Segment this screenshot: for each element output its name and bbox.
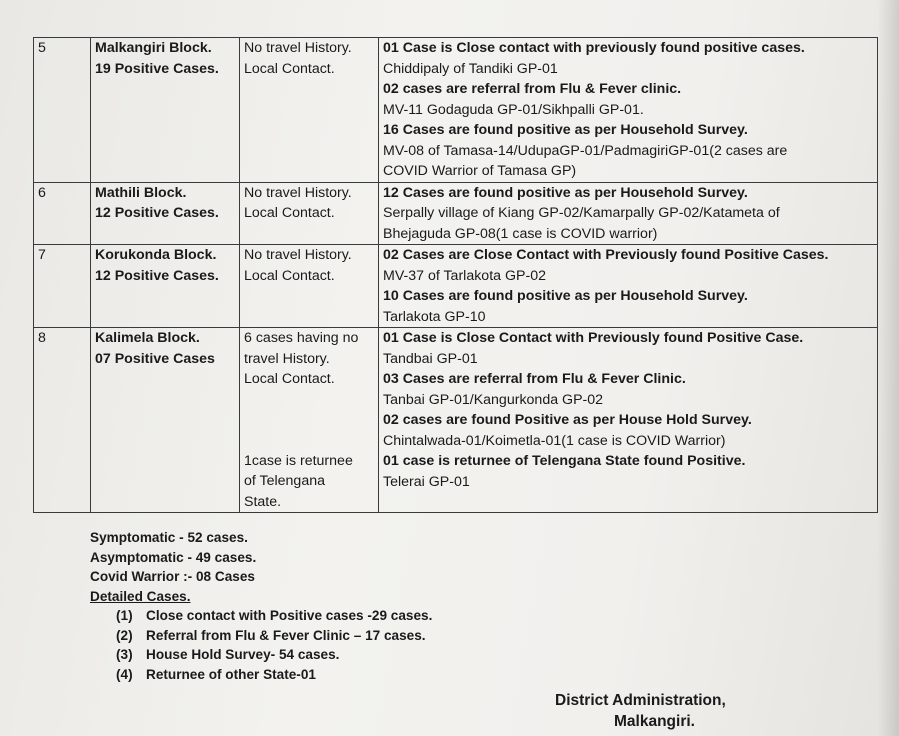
case-summary-line: 16 Cases are found positive as per Household Survey. (383, 122, 748, 138)
case-location-line: Tarlakota GP-10 (383, 308, 486, 325)
case-details-cell (379, 182, 878, 245)
travel-line: No travel History. (244, 184, 352, 201)
case-summary-line: 02 Cases are Close Contact with Previously found Positive Cases. (383, 247, 829, 263)
case-location-line: MV-08 of Tamasa-14/UdupaGP-01/PadmagiriGP-01(2 cases are (383, 142, 788, 159)
detailed-item-text: Close contact with Positive cases -29 cases. (146, 608, 433, 623)
block-line: 12 Positive Cases. (95, 205, 219, 221)
block-cell (91, 38, 240, 183)
block-cell (91, 328, 240, 513)
case-location-line: Tanbai GP-01/Kangurkonda GP-02 (383, 391, 604, 408)
case-summary-line: 02 cases are found Positive as per House Hold Survey. (383, 412, 752, 428)
covid-warrior-count: Covid Warrior :- 08 Cases (90, 569, 255, 584)
travel-line: 6 cases having no (244, 330, 359, 346)
signature-line-2: Malkangiri. (614, 713, 695, 730)
serial-number-cell: 6 (34, 182, 91, 245)
serial-number-cell: 5 (34, 38, 91, 183)
case-summary-line: 02 cases are referral from Flu & Fever clinic. (383, 81, 682, 97)
asymptomatic-count: Asymptomatic - 49 cases. (90, 549, 257, 565)
case-location-line: Tandbai GP-01 (383, 350, 478, 367)
detailed-item (90, 606, 432, 626)
travel-line: No travel History. (244, 40, 352, 56)
block-line: Malkangiri Block. (95, 40, 212, 56)
serial-number-cell: 8 (34, 328, 91, 513)
case-location-line: MV-37 of Tarlakota GP-02 (383, 267, 546, 284)
signature-line-1: District Administration, (555, 692, 726, 709)
block-line: Kalimela Block. (95, 330, 200, 346)
block-line: Korukonda Block. (95, 247, 217, 263)
table-row (34, 182, 878, 245)
signature-block (555, 690, 726, 732)
travel-line: Local Contact. (244, 267, 335, 284)
table-row (34, 328, 878, 513)
case-details-cell (379, 38, 878, 183)
detailed-item (90, 665, 432, 685)
travel-history-cell (240, 328, 379, 513)
case-summary-line: 01 case is returnee of Telengana State found Positive. (383, 453, 746, 469)
travel-history-cell (240, 245, 379, 328)
travel-line: travel History. (244, 350, 330, 367)
detailed-item-text: House Hold Survey- 54 cases. (146, 647, 340, 662)
block-cell (91, 182, 240, 245)
case-summary-line: 01 Case is Close contact with previously found positive cases. (383, 40, 805, 56)
detailed-cases-heading: Detailed Cases. (90, 588, 191, 604)
case-location-line: Chintalwada-01/Koimetla-01(1 case is COVID Warrior) (383, 432, 726, 449)
cases-table (33, 37, 878, 513)
block-cell (91, 245, 240, 328)
summary-section (90, 528, 432, 684)
symptomatic-count: Symptomatic - 52 cases. (90, 530, 248, 545)
case-location-line: Telerai GP-01 (383, 473, 470, 490)
table-row (34, 38, 878, 183)
travel-line: Local Contact. (244, 205, 335, 221)
case-location-line: Bhejaguda GP-08(1 case is COVID warrior) (383, 225, 658, 242)
case-location-line: COVID Warrior of Tamasa GP) (383, 163, 577, 179)
travel-line: Local Contact. (244, 371, 335, 387)
travel-line: Local Contact. (244, 60, 335, 77)
detailed-item-text: Returnee of other State-01 (146, 666, 316, 682)
case-summary-line: 01 Case is Close Contact with Previously found Positive Case. (383, 330, 804, 346)
detailed-item-number: (3) (116, 647, 133, 662)
case-location-line: Chiddipaly of Tandiki GP-01 (383, 60, 558, 77)
case-summary-line: 03 Cases are referral from Flu & Fever Clinic. (383, 371, 686, 387)
block-line: 12 Positive Cases. (95, 267, 219, 284)
cases-table-body (34, 38, 878, 513)
block-line: 19 Positive Cases. (95, 60, 219, 77)
detailed-item-text: Referral from Flu & Fever Clinic – 17 cases. (146, 627, 426, 643)
detailed-item-number: (1) (116, 608, 133, 623)
case-details-cell (379, 328, 878, 513)
page-edge-shadow (877, 0, 899, 736)
detailed-item-number: (2) (116, 627, 133, 643)
travel-extra-line: of Telengana (244, 473, 325, 489)
block-line: 07 Positive Cases (95, 350, 215, 367)
travel-history-cell (240, 182, 379, 245)
table-row (34, 245, 878, 328)
case-summary-line: 10 Cases are found positive as per Household Survey. (383, 288, 748, 304)
detailed-item (90, 645, 432, 665)
travel-history-cell (240, 38, 379, 183)
case-location-line: MV-11 Godaguda GP-01/Sikhpalli GP-01. (383, 101, 644, 118)
case-location-line: Serpally village of Kiang GP-02/Kamarpally GP-02/Katameta of (383, 205, 780, 221)
detailed-item (90, 626, 432, 646)
case-details-cell (379, 245, 878, 328)
case-summary-line: 12 Cases are found positive as per Household Survey. (383, 184, 748, 201)
block-line: Mathili Block. (95, 184, 187, 201)
spacer (244, 390, 374, 451)
serial-number-cell: 7 (34, 245, 91, 328)
travel-extra-line: 1case is returnee (244, 452, 353, 469)
detailed-item-number: (4) (116, 666, 133, 682)
travel-line: No travel History. (244, 247, 352, 263)
travel-extra-line: State. (244, 493, 282, 510)
